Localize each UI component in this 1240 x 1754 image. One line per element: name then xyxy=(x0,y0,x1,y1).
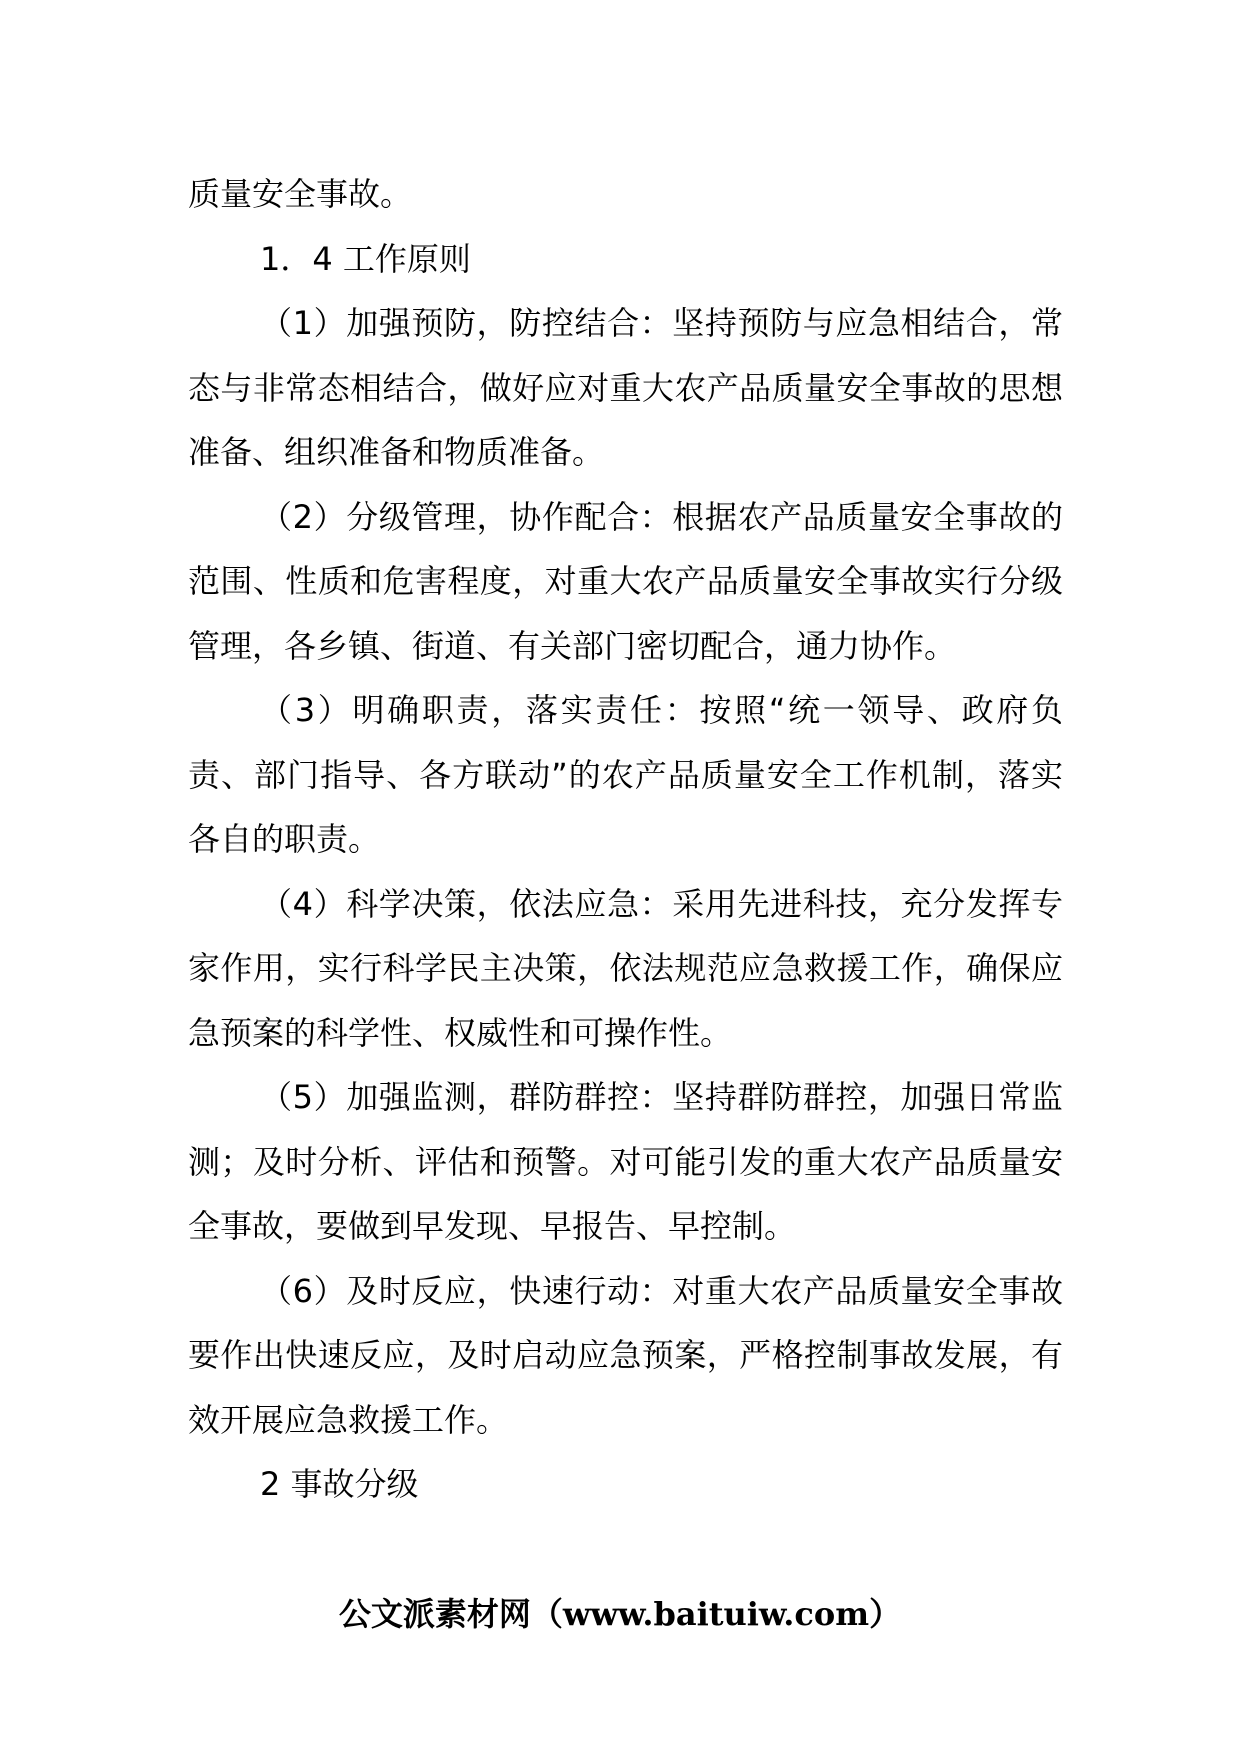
paragraph-principle-2: （2）分级管理，协作配合：根据农产品质量安全事故的范围、性质和危害程度，对重大农产品质量安全事故实行分级管理，各乡镇、街道、有关部门密切配合，通力协作。 xyxy=(188,497,1063,665)
section-heading-work-principles: 1．4 工作原则 xyxy=(260,239,471,278)
paragraph-principle-3: （3）明确职责，落实责任：按照“统一领导、政府负责、部门指导、各方联动”的农产品质量安全工作机制，落实各自的职责。 xyxy=(188,691,1063,858)
paragraph-principle-6: （6）及时反应，快速行动：对重大农产品质量安全事故要作出快速反应，及时启动应急预案，严格控制事故发展，有效开展应急救援工作。 xyxy=(188,1271,1063,1439)
document-body xyxy=(188,162,1063,1517)
paragraph-principle-4: （4）科学决策，依法应急：采用先进科技，充分发挥专家作用，实行科学民主决策，依法规范应急救援工作，确保应急预案的科学性、权威性和可操作性。 xyxy=(188,884,1063,1052)
paragraph-principle-1: （1）加强预防，防控结合：坚持预防与应急相结合，常态与非常态相结合，做好应对重大农产品质量安全事故的思想准备、组织准备和物质准备。 xyxy=(188,304,1063,471)
section-heading-accident-grading: 2 事故分级 xyxy=(260,1465,419,1503)
footer-watermark-text: 公文派素材网（www.baituiw.com） xyxy=(338,1595,902,1633)
paragraph-principle-5: （5）加强监测，群防群控：坚持群防群控，加强日常监测；及时分析、评估和预警。对可能引发的重大农产品质量安全事故，要做到早发现、早报告、早控制。 xyxy=(188,1078,1063,1245)
paragraph-continuation: 质量安全事故。 xyxy=(188,175,413,213)
